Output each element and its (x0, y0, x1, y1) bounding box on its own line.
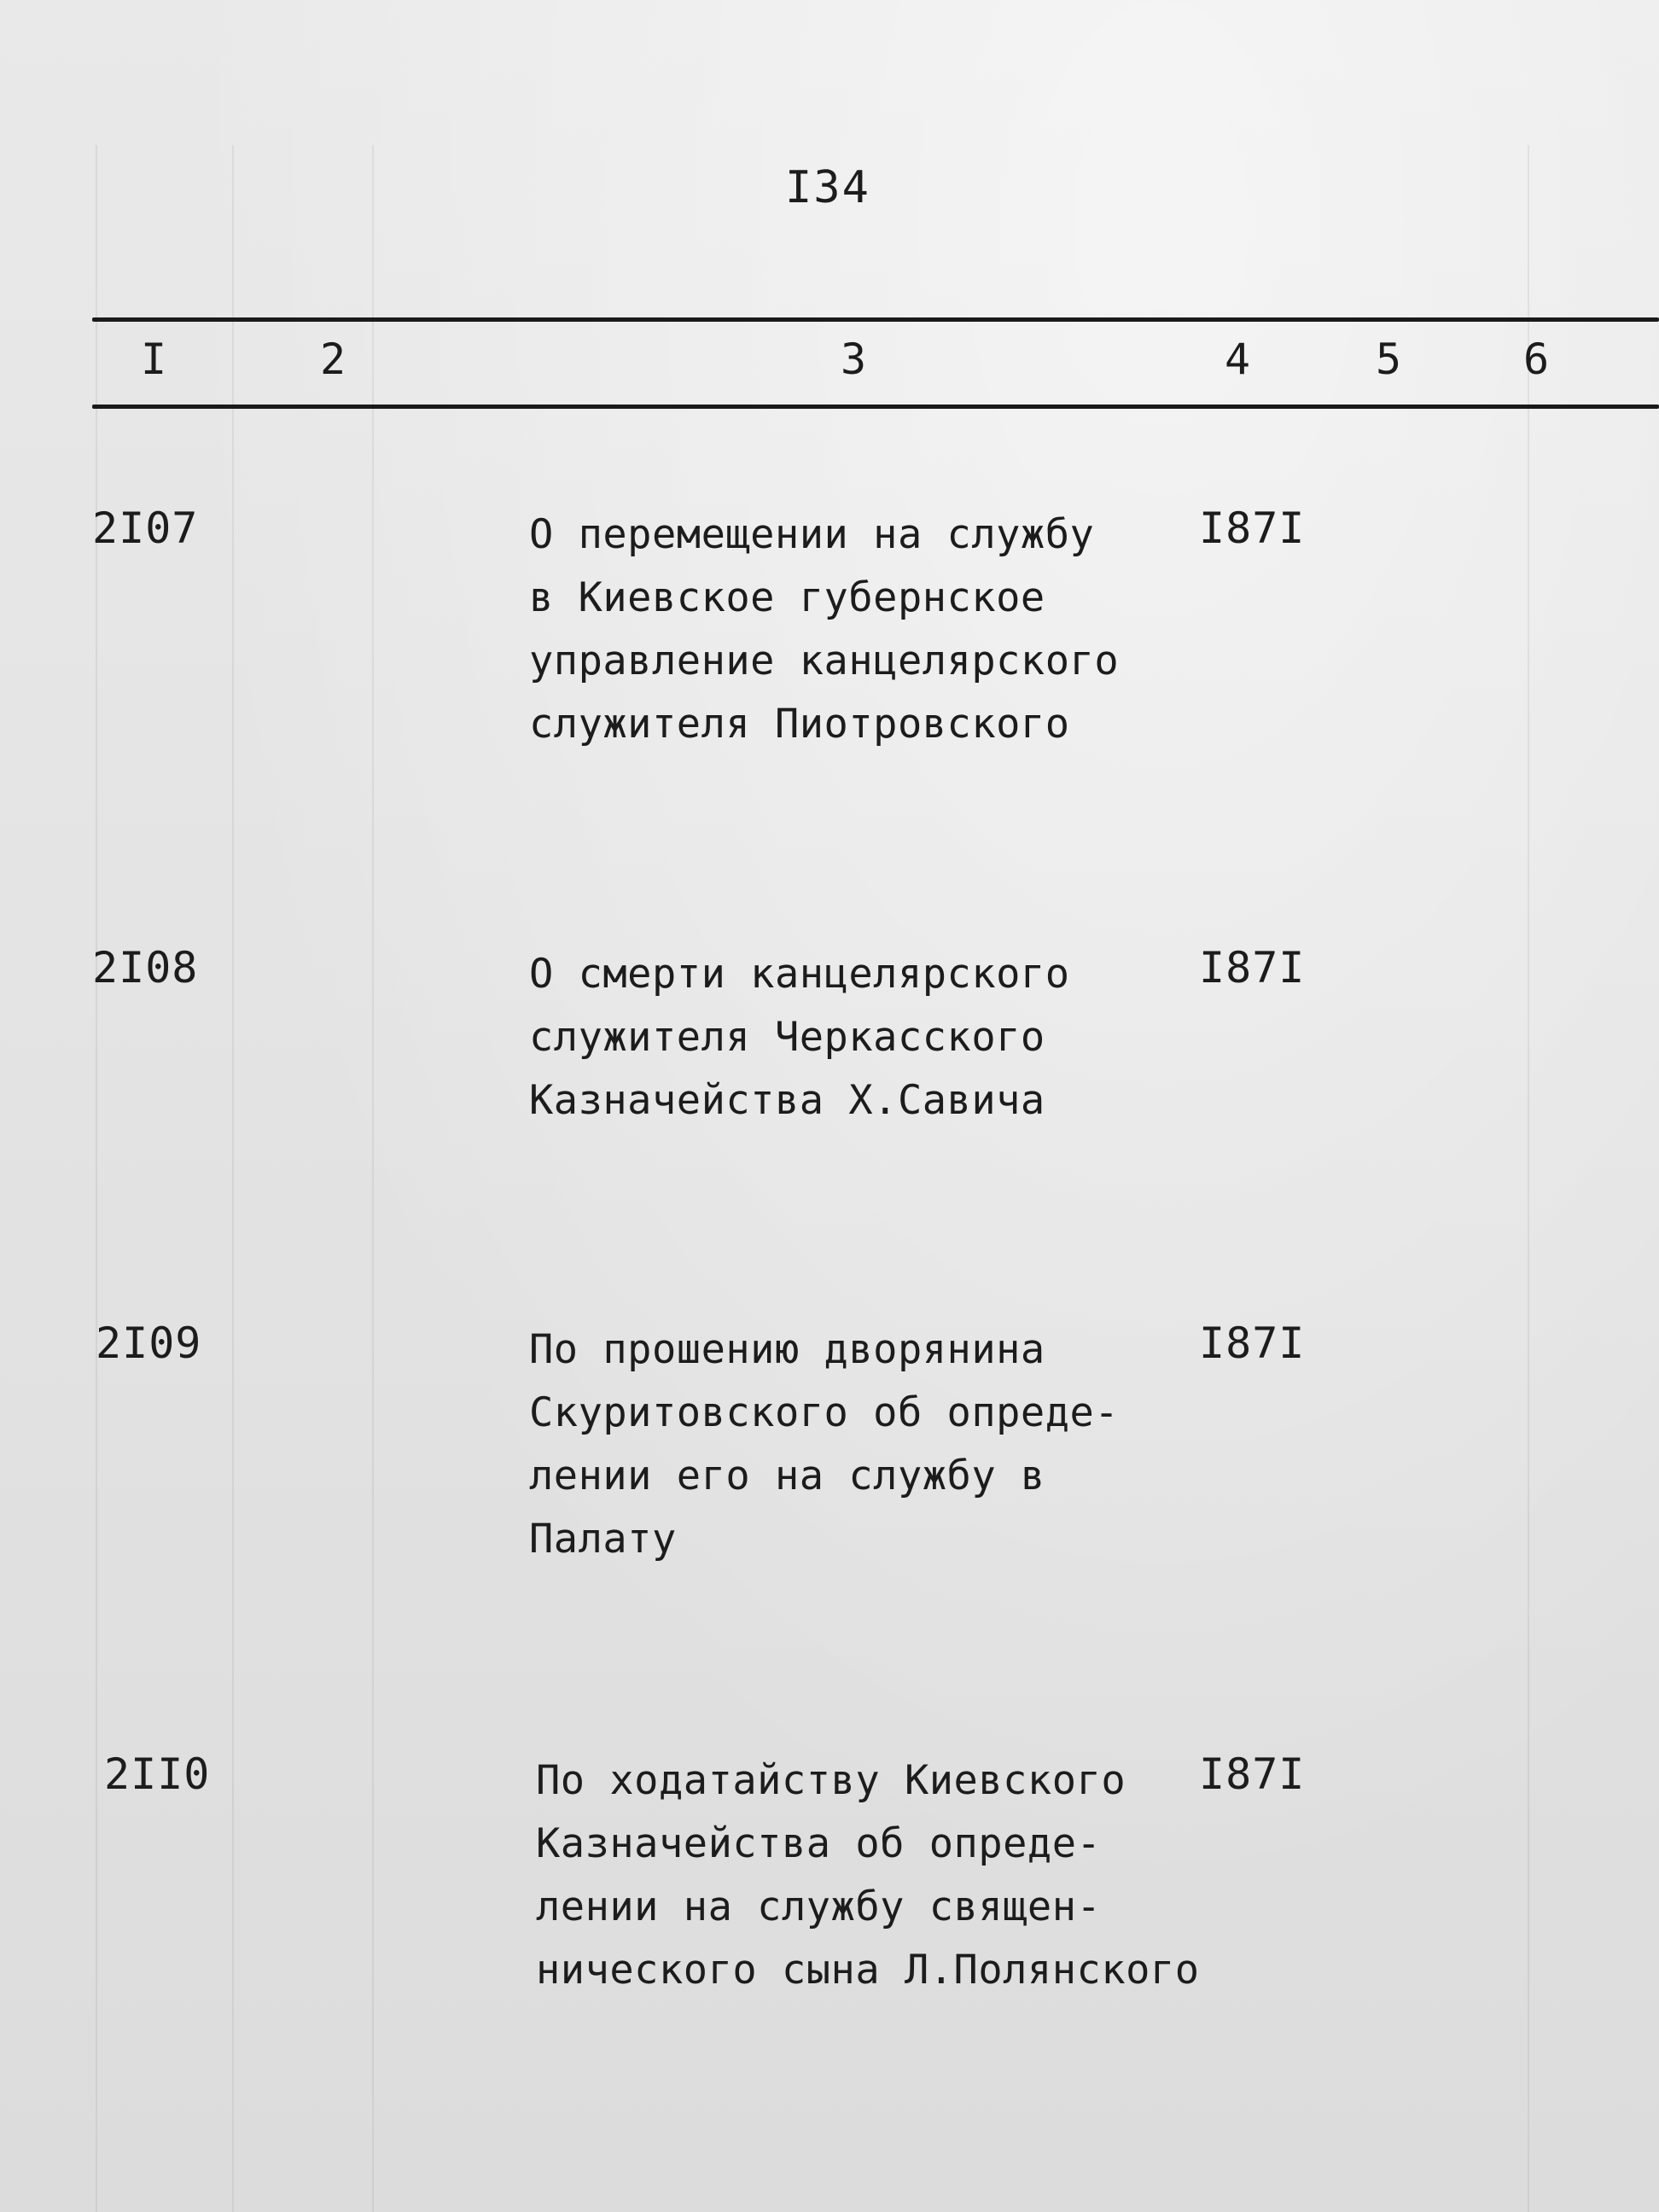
column-header-4: 4 (1225, 335, 1251, 384)
entry-year: I87I (1199, 504, 1306, 553)
entry-title: О перемещении на службу в Киевское губернское управление канцелярского служителя Пиотровского (529, 511, 1120, 748)
column-header-1: I (141, 335, 167, 384)
entry-title: По прошению дворянина Скуритовского об опреде- лении его на службу в Палату (529, 1326, 1120, 1563)
column-header-5: 5 (1376, 335, 1402, 384)
entry-number: 2I08 (92, 943, 199, 992)
page-number: I34 (785, 162, 870, 213)
column-header-6: 6 (1523, 335, 1550, 384)
paper-rule-line (372, 145, 374, 2212)
paper-rule-line (232, 145, 234, 2212)
paper-rule-line (96, 145, 97, 2212)
header-bottom-rule (92, 405, 1659, 409)
entry-title: По ходатайству Киевского Казначейства об опреде- лении на службу священ- нического сына Л.Полянского (536, 1757, 1200, 1994)
entry-year: I87I (1199, 1318, 1306, 1368)
entry-year: I87I (1199, 1749, 1306, 1799)
entry-title: О смерти канцелярского служителя Черкасского Казначейства Х.Савича (529, 951, 1070, 1124)
entry-number: 2I07 (92, 504, 199, 553)
column-header-2: 2 (320, 335, 346, 384)
entry-year: I87I (1199, 943, 1306, 992)
paper-rule-line (1528, 145, 1529, 2212)
entry-number: 2I09 (96, 1318, 202, 1368)
header-top-rule (92, 317, 1659, 322)
column-header-3: 3 (841, 335, 867, 384)
entry-number: 2II0 (104, 1749, 211, 1799)
